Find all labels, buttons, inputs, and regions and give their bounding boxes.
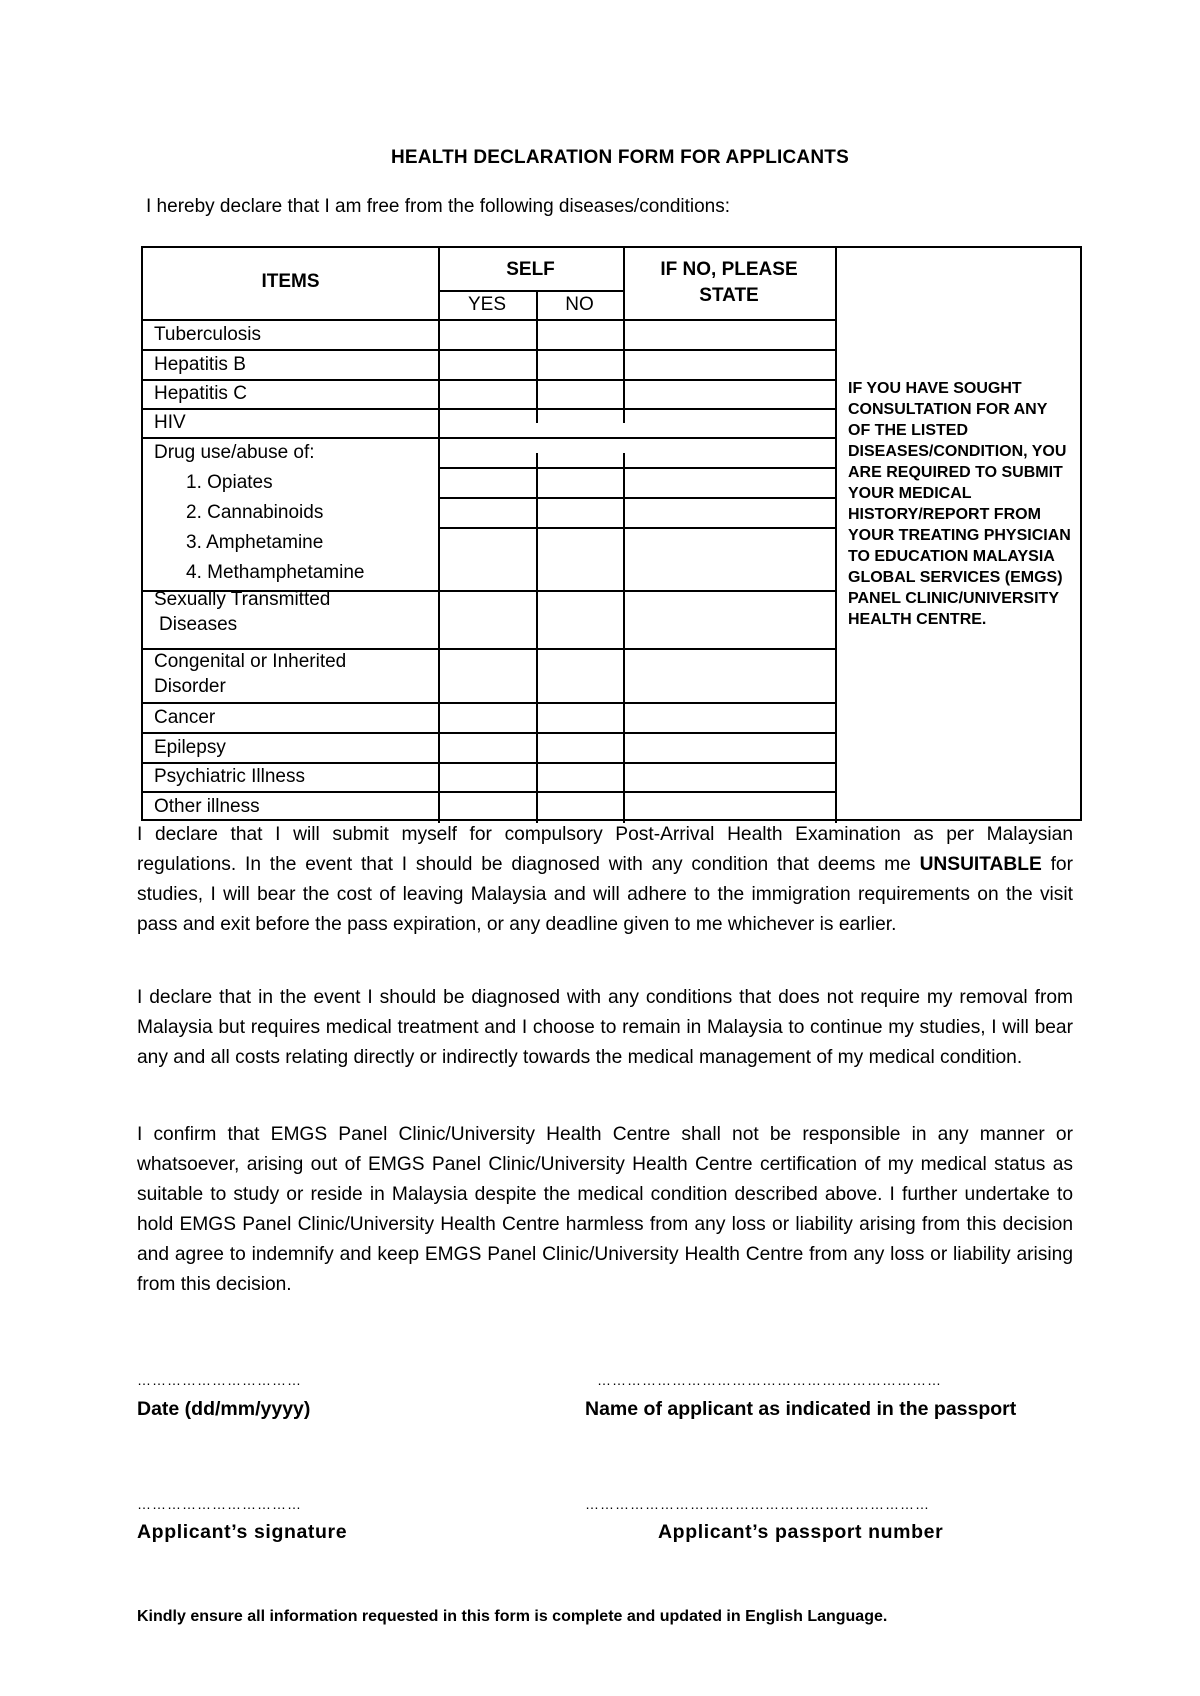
signature-dotted-line: …………………………… — [137, 1496, 302, 1512]
row-label-std-line1: Sexually Transmitted — [154, 589, 331, 610]
header-if-no-line1: IF NO, PLEASE — [660, 259, 798, 280]
header-self: SELF — [506, 259, 555, 280]
row-label-methamphetamine: 4. Methamphetamine — [186, 562, 365, 583]
row-label-hepatitis-c: Hepatitis C — [154, 383, 247, 404]
intro-text: I hereby declare that I am free from the following diseases/conditions: — [146, 196, 731, 217]
row-line — [438, 467, 835, 469]
row-label-tuberculosis: Tuberculosis — [154, 324, 262, 345]
header-divider — [438, 290, 623, 292]
row-label-congenital-line1: Congenital or Inherited — [154, 651, 347, 672]
p1-unsuitable-bold: UNSUITABLE — [919, 854, 1042, 875]
col-line-no-bottom — [623, 453, 625, 823]
row-line — [143, 437, 835, 439]
declaration-table — [141, 246, 1082, 821]
row-label-hiv: HIV — [154, 412, 186, 433]
row-line — [438, 527, 835, 529]
passport-label: Applicant’s passport number — [658, 1521, 944, 1543]
col-line-state — [835, 248, 837, 823]
header-items: ITEMS — [261, 271, 320, 292]
row-line — [143, 762, 835, 764]
footer-note: Kindly ensure all information requested in this form is complete and updated in English Language. — [137, 1608, 888, 1625]
row-label-psychiatric-illness: Psychiatric Illness — [154, 766, 305, 787]
name-label: Name of applicant as indicated in the passport — [585, 1398, 1017, 1420]
row-label-amphetamine: 3. Amphetamine — [186, 532, 324, 553]
p1-text-end: for studies, I will bear the cost of leaving Malaysia and will adhere to the immigration requirements on the visit pass and exit before the pass expiration, or any deadline given to me whichever is earlier. — [137, 854, 1073, 935]
row-label-std-line2: Diseases — [159, 614, 238, 635]
passport-dotted-line: …………………………………………………………… — [585, 1496, 930, 1512]
col-line-items — [438, 248, 440, 823]
row-line — [143, 408, 835, 410]
col-line-yes-bottom — [536, 453, 538, 823]
declaration-paragraph-2: I declare that in the event I should be diagnosed with any conditions that does not require my removal from Malaysia but requires medical treatment and I choose to remain in Malaysia to continue my studies, I will bear any and all costs relating directly or indirectly towards the medical management of my medical condition. — [137, 987, 1073, 1068]
p1-text-start: I declare that I will submit myself for compulsory Post-Arrival Health Examination as per Malaysian regulations. In the event that I should be diagnosed with any condition that deems me — [137, 824, 1073, 875]
row-label-cannabinoids: 2. Cannabinoids — [186, 502, 324, 523]
row-label-opiates: 1. Opiates — [186, 472, 273, 493]
row-line — [143, 379, 835, 381]
header-if-no-line2: STATE — [699, 285, 759, 306]
signature-label: Applicant’s signature — [137, 1521, 348, 1543]
header-bottom-line — [143, 319, 835, 321]
row-label-epilepsy: Epilepsy — [154, 737, 226, 758]
row-label-cancer: Cancer — [154, 707, 216, 728]
declaration-paragraph-3: I confirm that EMGS Panel Clinic/University Health Centre shall not be responsible in any manner or whatsoever, arising out of EMGS Panel Clinic/University Health Centre certification of my medical status as suitable to study or reside in Malaysia despite the medical condition described above. I further undertake to hold EMGS Panel Clinic/University Health Centre harmless from any loss or liability arising from this decision and agree to indemnify and keep EMGS Panel Clinic/University Health Centre from any loss or liability arising from this decision. — [137, 1124, 1073, 1295]
header-yes: YES — [467, 294, 507, 315]
declaration-paragraph-1 — [137, 820, 1073, 940]
consultation-note: IF YOU HAVE SOUGHT CONSULTATION FOR ANY OF THE LISTED DISEASES/CONDITION, YOU ARE REQUIRED TO SUBMIT YOUR MEDICAL HISTORY/REPORT FROM YOUR TREATING PHYSICIAN TO EDUCATION MALAYSIA GLOBAL SERVICES (EMGS) PANEL CLINIC/UNIVERSITY HEALTH CENTRE. — [848, 380, 1071, 628]
row-line — [143, 732, 835, 734]
name-dotted-line: …………………………………………………………… — [597, 1372, 942, 1388]
row-label-drug-use: Drug use/abuse of: — [154, 442, 315, 463]
row-line — [438, 497, 835, 499]
header-no: NO — [565, 294, 594, 315]
row-line — [143, 702, 835, 704]
row-line — [143, 791, 835, 793]
row-line — [143, 648, 835, 650]
form-title: HEALTH DECLARATION FORM FOR APPLICANTS — [391, 147, 849, 168]
date-dotted-line: …………………………… — [137, 1372, 302, 1388]
row-label-hepatitis-b: Hepatitis B — [154, 354, 246, 375]
row-label-congenital-line2: Disorder — [154, 676, 226, 697]
row-label-other-illness: Other illness — [154, 796, 260, 817]
date-label: Date (dd/mm/yyyy) — [137, 1398, 311, 1420]
row-line — [143, 349, 835, 351]
